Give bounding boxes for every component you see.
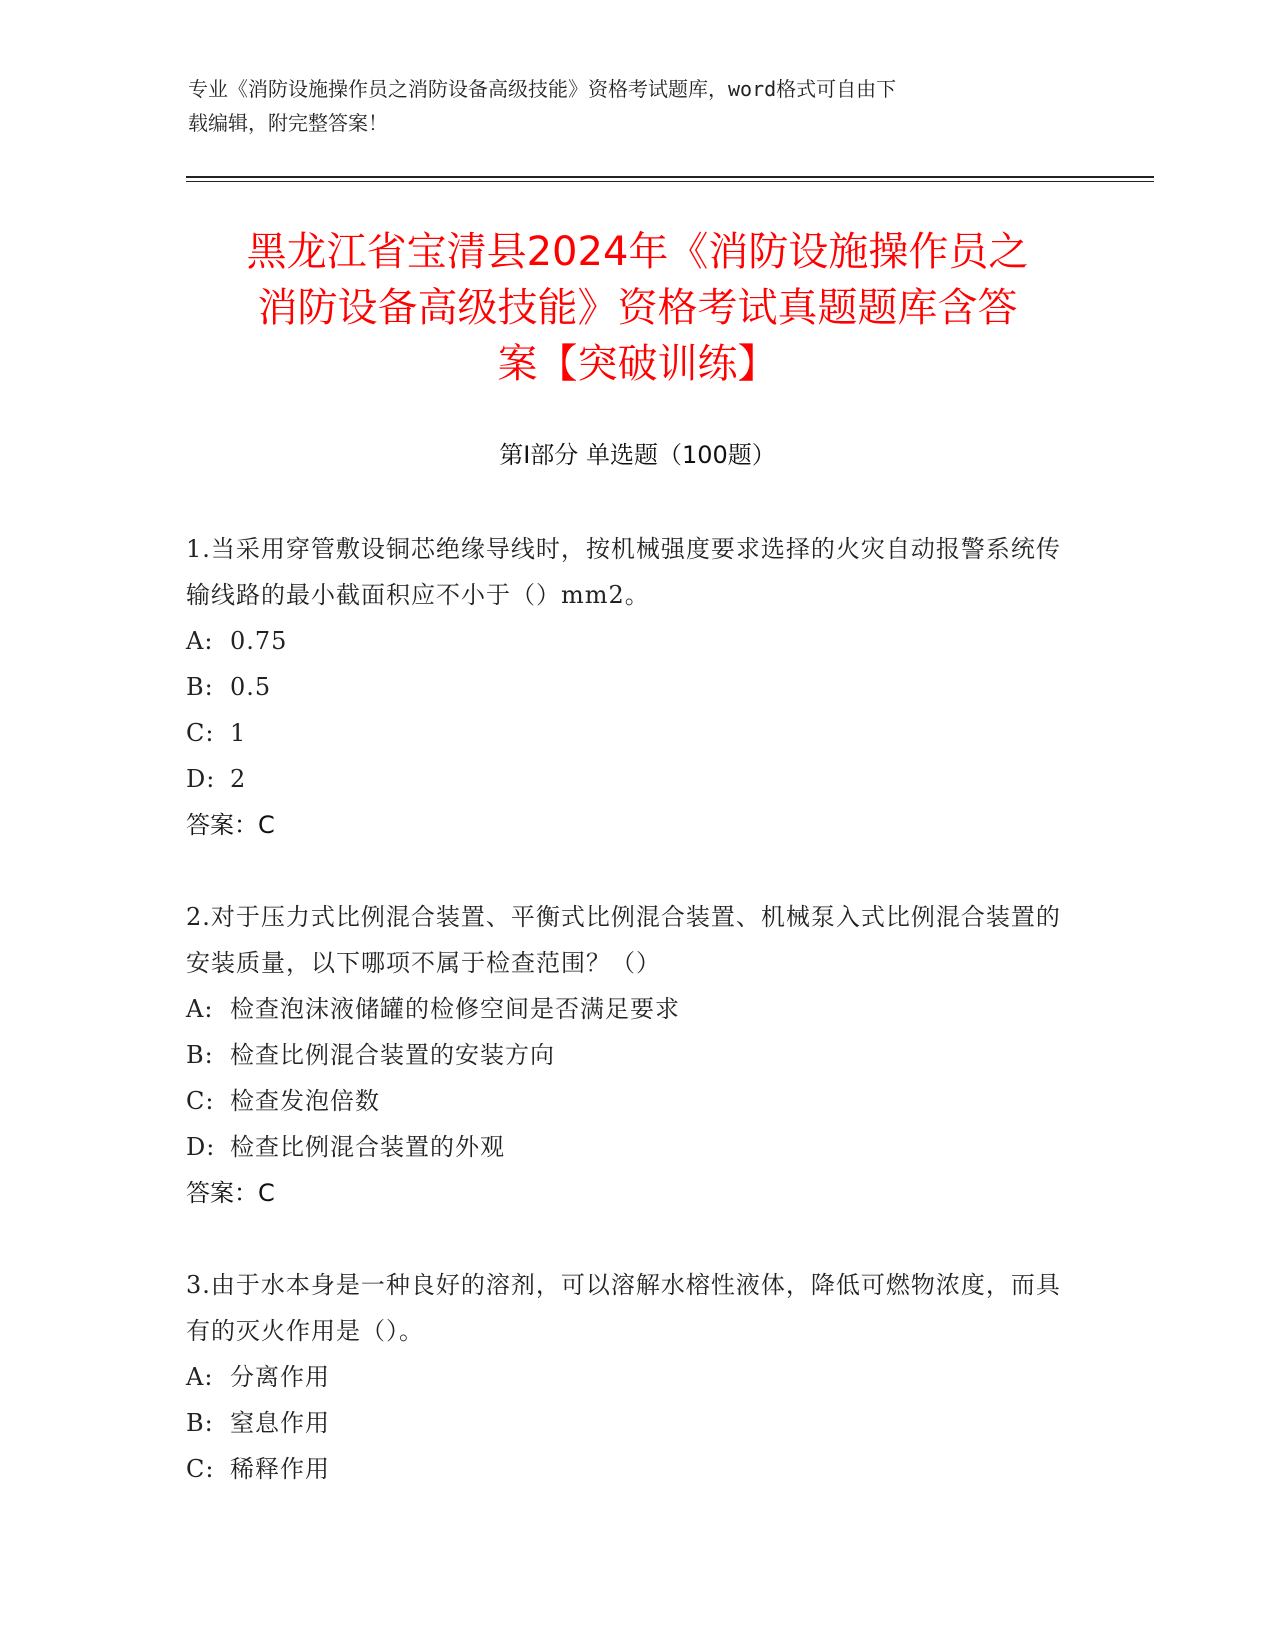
option-text: 检查泡沫液储罐的检修空间是否满足要求	[230, 995, 680, 1023]
answer-label: 答案：C	[186, 811, 275, 839]
option-c	[186, 1446, 1066, 1492]
answer-label: 答案：C	[186, 1179, 275, 1207]
option-letter: C:	[186, 1455, 215, 1483]
option-text: 检查比例混合装置的安装方向	[230, 1041, 555, 1069]
option-b	[186, 1032, 1066, 1078]
question-2	[186, 894, 1066, 1216]
option-text: 窒息作用	[230, 1409, 330, 1437]
question-stem: 2.对于压力式比例混合装置、平衡式比例混合装置、机械泵入式比例混合装置的安装质量，以下哪项不属于检查范围？（）	[186, 903, 1061, 977]
title-line: 黑龙江省宝清县2024年《消防设施操作员之	[246, 229, 1029, 275]
question-stem: 3.由于水本身是一种良好的溶剂，可以溶解水榕性液体，降低可燃物浓度，而具有的灭火作用是（）。	[186, 1271, 1061, 1345]
intro-line: 载编辑，附完整答案！	[188, 111, 388, 135]
option-b	[186, 664, 1066, 710]
question-stem: 1.当采用穿管敷设铜芯绝缘导线时，按机械强度要求选择的火灾自动报警系统传输线路的最小截面积应不小于（）mm2。	[186, 535, 1061, 609]
option-letter: A:	[186, 627, 214, 655]
option-text: 0.75	[230, 627, 288, 655]
title-line: 案【突破训练】	[497, 341, 778, 387]
question-list	[186, 526, 1066, 1538]
option-d	[186, 756, 1066, 802]
option-letter: D:	[186, 1133, 216, 1161]
question-1	[186, 526, 1066, 848]
option-text: 0.5	[230, 673, 272, 701]
document-title	[150, 224, 1125, 392]
option-letter: D:	[186, 765, 216, 793]
option-letter: A:	[186, 1363, 214, 1391]
section-heading: 第Ⅰ部分 单选题（100题）	[499, 441, 776, 469]
title-line: 消防设备高级技能》资格考试真题题库含答	[257, 285, 1018, 331]
option-a	[186, 618, 1066, 664]
option-text: 2	[230, 765, 247, 793]
option-text: 稀释作用	[230, 1455, 330, 1483]
header-divider-thick	[186, 176, 1154, 178]
option-letter: B:	[186, 673, 214, 701]
option-text: 检查比例混合装置的外观	[230, 1133, 505, 1161]
header-divider-thin	[186, 181, 1154, 182]
option-a	[186, 1354, 1066, 1400]
question-3	[186, 1262, 1066, 1492]
option-letter: B:	[186, 1409, 214, 1437]
option-text: 1	[230, 719, 247, 747]
option-letter: A:	[186, 995, 214, 1023]
option-letter: B:	[186, 1041, 214, 1069]
intro-line: 专业《消防设施操作员之消防设备高级技能》资格考试题库，word格式可自由下	[188, 77, 897, 101]
option-letter: C:	[186, 1087, 215, 1115]
intro-text	[188, 72, 1068, 140]
option-c	[186, 710, 1066, 756]
option-a	[186, 986, 1066, 1032]
option-c	[186, 1078, 1066, 1124]
option-text: 检查发泡倍数	[230, 1087, 380, 1115]
option-b	[186, 1400, 1066, 1446]
option-letter: C:	[186, 719, 215, 747]
option-text: 分离作用	[230, 1363, 330, 1391]
option-d	[186, 1124, 1066, 1170]
